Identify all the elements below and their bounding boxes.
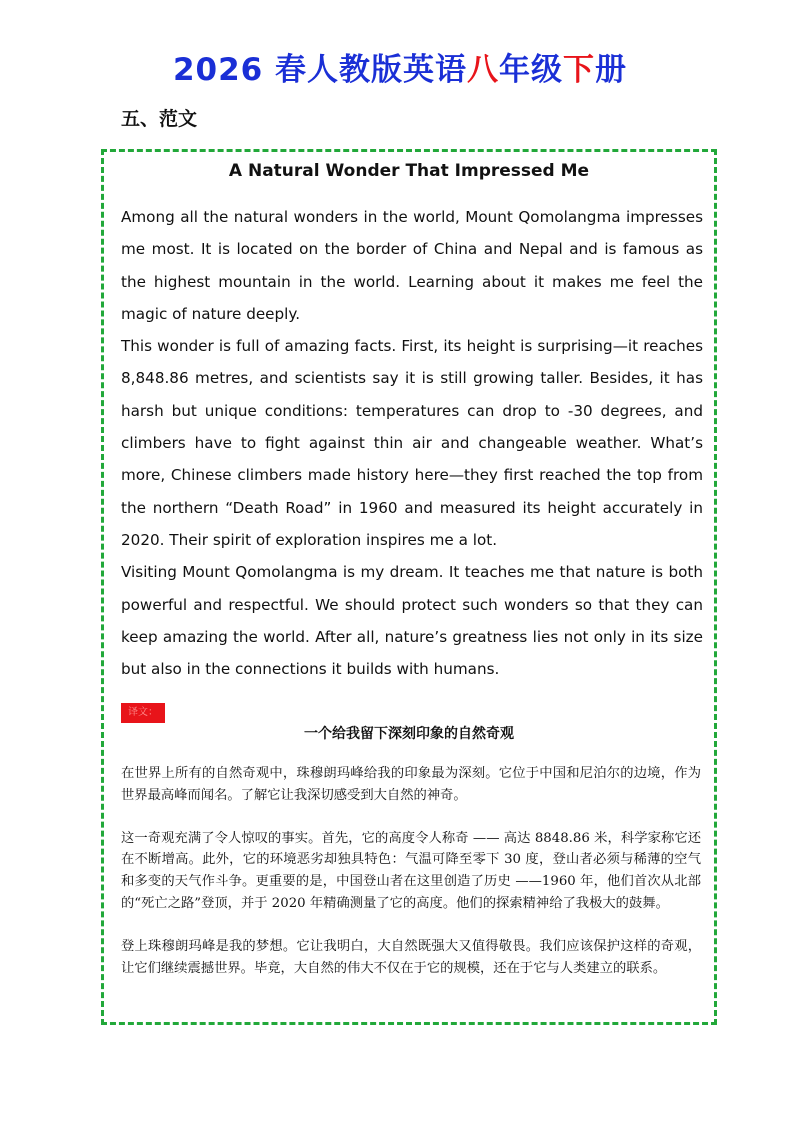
header-title-part2: 八 (467, 52, 500, 88)
translation-paragraph: 登上珠穆朗玛峰是我的梦想。它让我明白，大自然既强大又值得敬畏。我们应该保护这样的奇观，让它们继续震撼世界。毕竟，大自然的伟大不仅在于它的规模，还在于它与人类建立的联系。 (121, 938, 701, 976)
essay-title: A Natural Wonder That Impressed Me (228, 161, 590, 181)
header-title-part1: 2026 春人教版英语 (172, 52, 468, 88)
translation-paragraph: 在世界上所有的自然奇观中，珠穆朗玛峰给我的印象最为深刻。它位于中国和尼泊尔的边境，作为世界最高峰而闻名。了解它让我深切感受到大自然的神奇。 (121, 766, 701, 803)
section-title: 五、范文 (121, 108, 198, 130)
translation-body (121, 763, 701, 1000)
header-title-part5: 册 (595, 52, 628, 88)
translation-paragraph: 这一奇观充满了令人惊叹的事实。首先，它的高度令人称奇 —— 高达 8848.86 米，科学家称它还在不断增高。此外，它的环境恶劣却独具特色：气温可降至零下 30 度，登山者必须与稀薄的空气和多变的天气作斗争。更重要的是，中国登山者在这里创造了历史 ——1960 年，他们首次从北部的“死亡之路”登顶，并于 2020 年精确测量了它的高度。他们的探索精神给了我极大的鼓舞。 (121, 830, 701, 911)
essay-body (121, 201, 703, 685)
page-header (0, 44, 800, 89)
translation-title: 一个给我留下深刻印象的自然奇观 (304, 726, 514, 742)
essay-paragraph: Among all the natural wonders in the world, Mount Qomolangma impresses me most. It is located on the border of China and Nepal and is famous as the highest mountain in the world. Learning about it makes me feel the magic of nature deeply. (121, 208, 703, 323)
header-title-part3: 年级 (499, 52, 564, 88)
header-title-part4: 下 (563, 52, 596, 88)
essay-paragraph: Visiting Mount Qomolangma is my dream. It teaches me that nature is both powerful and respectful. We should protect such wonders so that they can keep amazing the world. After all, nature’s greatness lies not only in its size but also in the connections it builds with humans. (121, 563, 703, 679)
essay-paragraph: This wonder is full of amazing facts. First, its height is surprising—it reaches 8,848.86 metres, and scientists say it is still growing taller. Besides, it has harsh but unique conditions: temperatures can drop to -30 degrees, and climbers have to fight against thin air and changeable weather. What’s more, Chinese climbers made history here—they first reached the top from the northern “Death Road” in 1960 and measured its height accurately in 2020. Their spirit of exploration inspires me a lot. (121, 337, 703, 549)
translation-tag: 译文： (121, 703, 165, 723)
